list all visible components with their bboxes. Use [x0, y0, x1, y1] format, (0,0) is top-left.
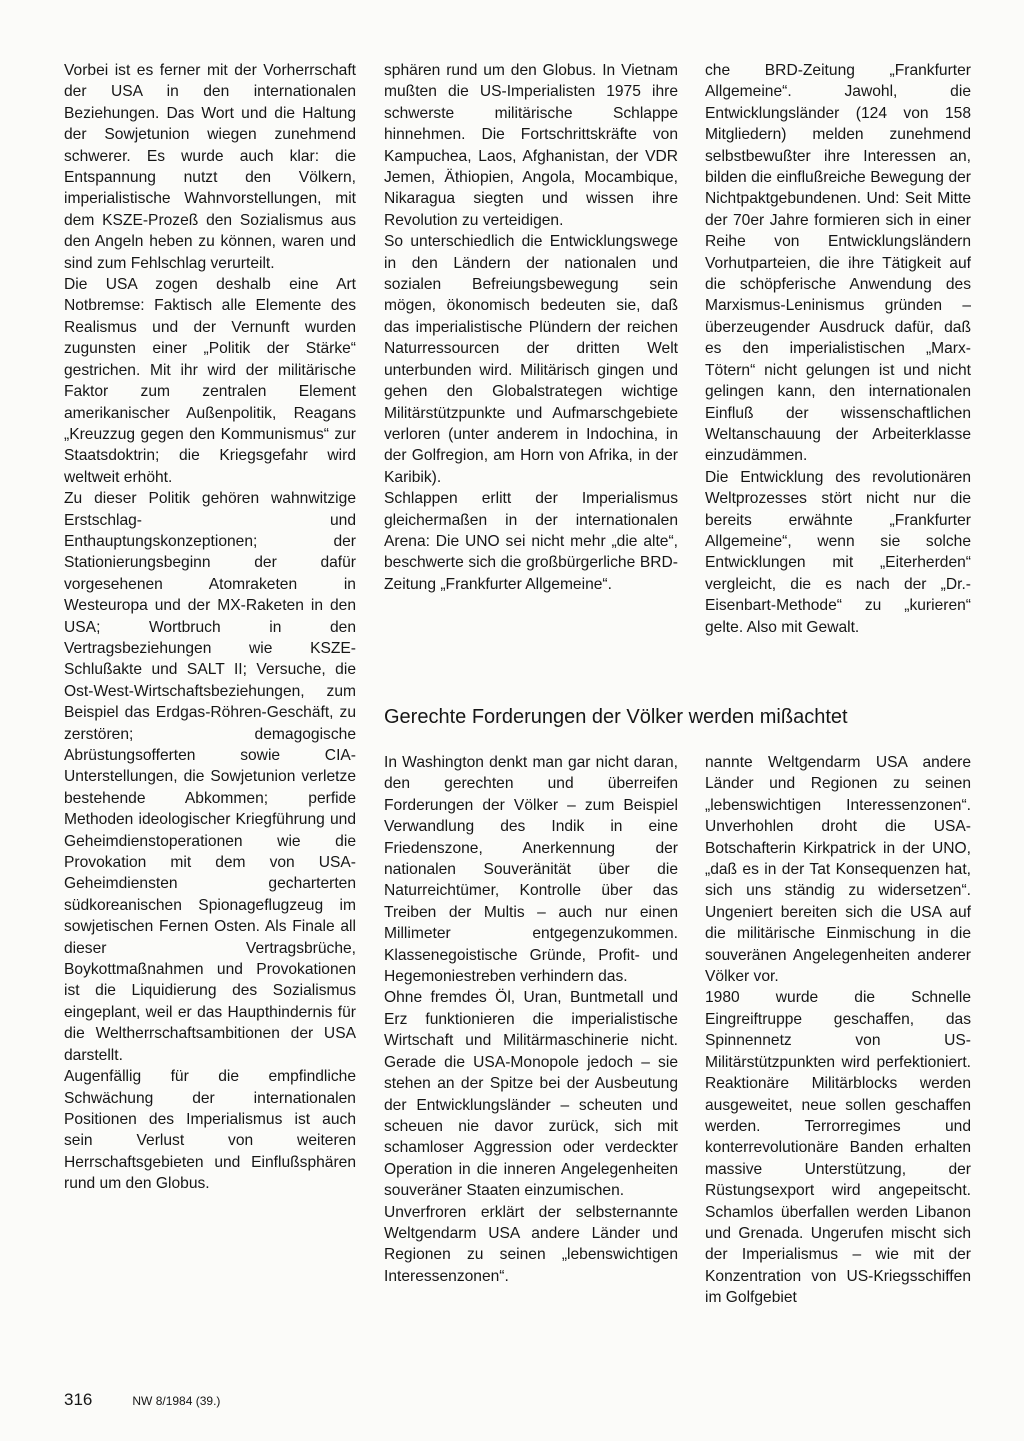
paragraph: In Washington denkt man gar nicht daran, den gerechten und überreifen Forderungen der Völker – zum Beispiel Verwandlung des Indik in eine Friedenszone, Anerkennung der nationalen Souveränität über die Naturreichtümer, Kontrolle über das Treiben der Multis – auch nur einen Millimeter entgegenzukommen. Klassenegoistische Gründe, Profit- und Hegemoniestreben verhindern das. [384, 754, 678, 986]
text-column-4 [384, 752, 678, 1332]
text-column-5 [705, 752, 971, 1332]
text-column-3 [705, 60, 971, 690]
page-number: 316 [64, 1390, 93, 1409]
paragraph: 1980 wurde die Schnelle Eingreiftruppe geschaffen, das Spinnennetz von US-Militärstützpunkten wird perfektioniert. Reaktionäre Militärblocks werden ausgeweitet, neue sollen geschaffen werden. Terrorregimes und konterrevolutionäre Banden erhalten massive Unterstützung, der Rüstungsexport wird angepeitscht. Schamlos überfallen werden Libanon und Grenada. Ungerufen mischt sich der Imperialismus – wie mit der Konzentration von US-Kriegsschiffen im Golfgebiet [705, 989, 971, 1307]
paragraph: Augenfällig für die empfindliche Schwächung der internationalen Positionen des Imperialismus ist auch sein Verlust von weiteren Herrschaftsgebieten und Einflußsphären rund um den Globus. [64, 1068, 356, 1193]
page-footer [64, 1390, 220, 1414]
issue-reference: NW 8/1984 (39.) [132, 1394, 221, 1408]
paragraph: Vorbei ist es ferner mit der Vorherrschaft der USA in den internationalen Beziehungen. Das Wort und die Haltung der Sowjetunion wiegen zunehmend schwerer. Es wurde auch klar: die Entspannung nutzt den Völkern, imperialistische Wahnvorstellungen, mit dem KSZE-Prozeß den Sozialismus aus den Angeln heben zu können, waren und sind zum Fehlschlag verurteilt. [64, 62, 356, 272]
paragraph: Zu dieser Politik gehören wahnwitzige Erstschlag- und Enthauptungskonzeptionen; der Stationierungsbeginn der dafür vorgesehenen Atomraketen in Westeuropa und der MX-Raketen in den USA; Wortbruch in den Vertragsbeziehungen wie KSZE-Schlußakte und SALT II; Versuche, die Ost-West-Wirtschaftsbeziehungen, zum Beispiel das Erdgas-Röhren-Geschäft, zu zerstören; demagogische Abrüstungsofferten sowie CIA-Unterstellungen, die Sowjetunion verletze bestehende Abkommen; perfide Methoden ideologischer Kriegführung und Geheimdienstoperationen wie die Provokation mit dem von USA-Geheimdiensten gecharterten südkoreanischen Spionageflugzeug im sowjetischen Fernen Osten. Als Finale all dieser Vertragsbrüche, Boykottmaßnahmen und Provokationen ist die Liquidierung des Sozialismus eingeplant, weil er das Haupthindernis für die Weltherrschaftsambitionen der USA darstellt. [64, 490, 356, 1064]
paragraph: nannte Weltgendarm USA andere Länder und Regionen zu seinen „lebenswichtigen Interessenzonen“. Unverhohlen droht die USA-Botschafterin Kirkpatrick in der UNO, „daß es in der Tat Konsequenzen hat, sich uns ständig zu widersetzen“. Ungeniert bereiten sich die USA auf die militärische Einmischung in die souveränen Angelegenheiten anderer Völker vor. [705, 754, 971, 986]
section-headline: Gerechte Forderungen der Völker werden mißachtet [384, 706, 848, 728]
paragraph: sphären rund um den Globus. In Vietnam mußten die US-Imperialisten 1975 ihre schwerste militärische Schlappe hinnehmen. Die Fortschrittskräfte von Kampuchea, Laos, Afghanistan, der VDR Jemen, Äthiopien, Angola, Mocambique, Nikaragua siegten und wissen ihre Revolution zu verteidigen. [384, 62, 678, 229]
paragraph: che BRD-Zeitung „Frankfurter Allgemeine“. Jawohl, die Entwicklungsländer (124 von 158 Mitgliedern) melden zunehmend selbstbewußter ihre Interessen an, bilden die einflußreiche Bewegung der Nichtpaktgebundenen. Und: Seit Mitte der 70er Jahre formieren sich in einer Reihe von Entwicklungsländern Vorhutparteien, die ihre Tätigkeit auf die schöpferische Anwendung des Marxismus-Leninismus gründen – überzeugender Ausdruck dafür, daß es den imperialistischen „Marx-Tötern“ nicht gelungen ist und nicht gelingen kann, den internationalen Einfluß der wissenschaftlichen Weltanschauung der Arbeiterklasse einzudämmen. [705, 62, 971, 465]
paragraph: Die USA zogen deshalb eine Art Notbremse: Faktisch alle Elemente des Realismus und der Vernunft wurden zugunsten einer „Politik der Stärke“ gestrichen. Mit ihr wird der militärische Faktor zum zentralen Element amerikanischer Außenpolitik, Reagans „Kreuzzug gegen den Kommunismus“ zur Staatsdoktrin; die Kriegsgefahr wird weltweit erhöht. [64, 276, 356, 486]
paragraph: So unterschiedlich die Entwicklungswege in den Ländern der nationalen und sozialen Befreiungsbewegung sein mögen, ökonomisch bedeuten sie, daß das imperialistische Plündern der reichen Naturressourcen der dritten Welt unterbunden wird. Militärisch gingen und gehen den Globalstrategen wichtige Militärstützpunkte und Aufmarschgebiete verloren (unter anderem in Indochina, in der Golfregion, am Horn von Afrika, in der Karibik). [384, 233, 678, 486]
paragraph: Unverfroren erklärt der selbsternannte Weltgendarm USA andere Länder und Regionen zu seinen „lebenswichtigen Interessenzonen“. [384, 1203, 678, 1285]
paragraph: Schlappen erlitt der Imperialismus gleichermaßen in der internationalen Arena: Die UNO sei nicht mehr „die alte“, beschwerte sich die großbürgerliche BRD-Zeitung „Frankfurter Allgemeine“. [384, 490, 678, 593]
text-column-2 [384, 60, 678, 690]
paragraph: Ohne fremdes Öl, Uran, Buntmetall und Erz funktionieren die imperialistische Wirtschaft und Militärmaschinerie nicht. Gerade die USA-Monopole jedoch – sie stehen an der Spitze bei der Ausbeutung der Entwicklungsländer – scheuten und scheuen nie davor zurück, sich mit schamloser Aggression oder verdeckter Operation in die inneren Angelegenheiten souveräner Staaten einzumischen. [384, 989, 678, 1200]
paragraph: Die Entwicklung des revolutionären Weltprozesses stört nicht nur die bereits erwähnte „Frankfurter Allgemeine“, wenn sie solche Entwicklungen mit „Eiterherden“ vergleicht, die es nach der „Dr.-Eisenbart-Methode“ zu „kurieren“ gelte. Also mit Gewalt. [705, 468, 971, 636]
text-column-1 [64, 60, 356, 1332]
